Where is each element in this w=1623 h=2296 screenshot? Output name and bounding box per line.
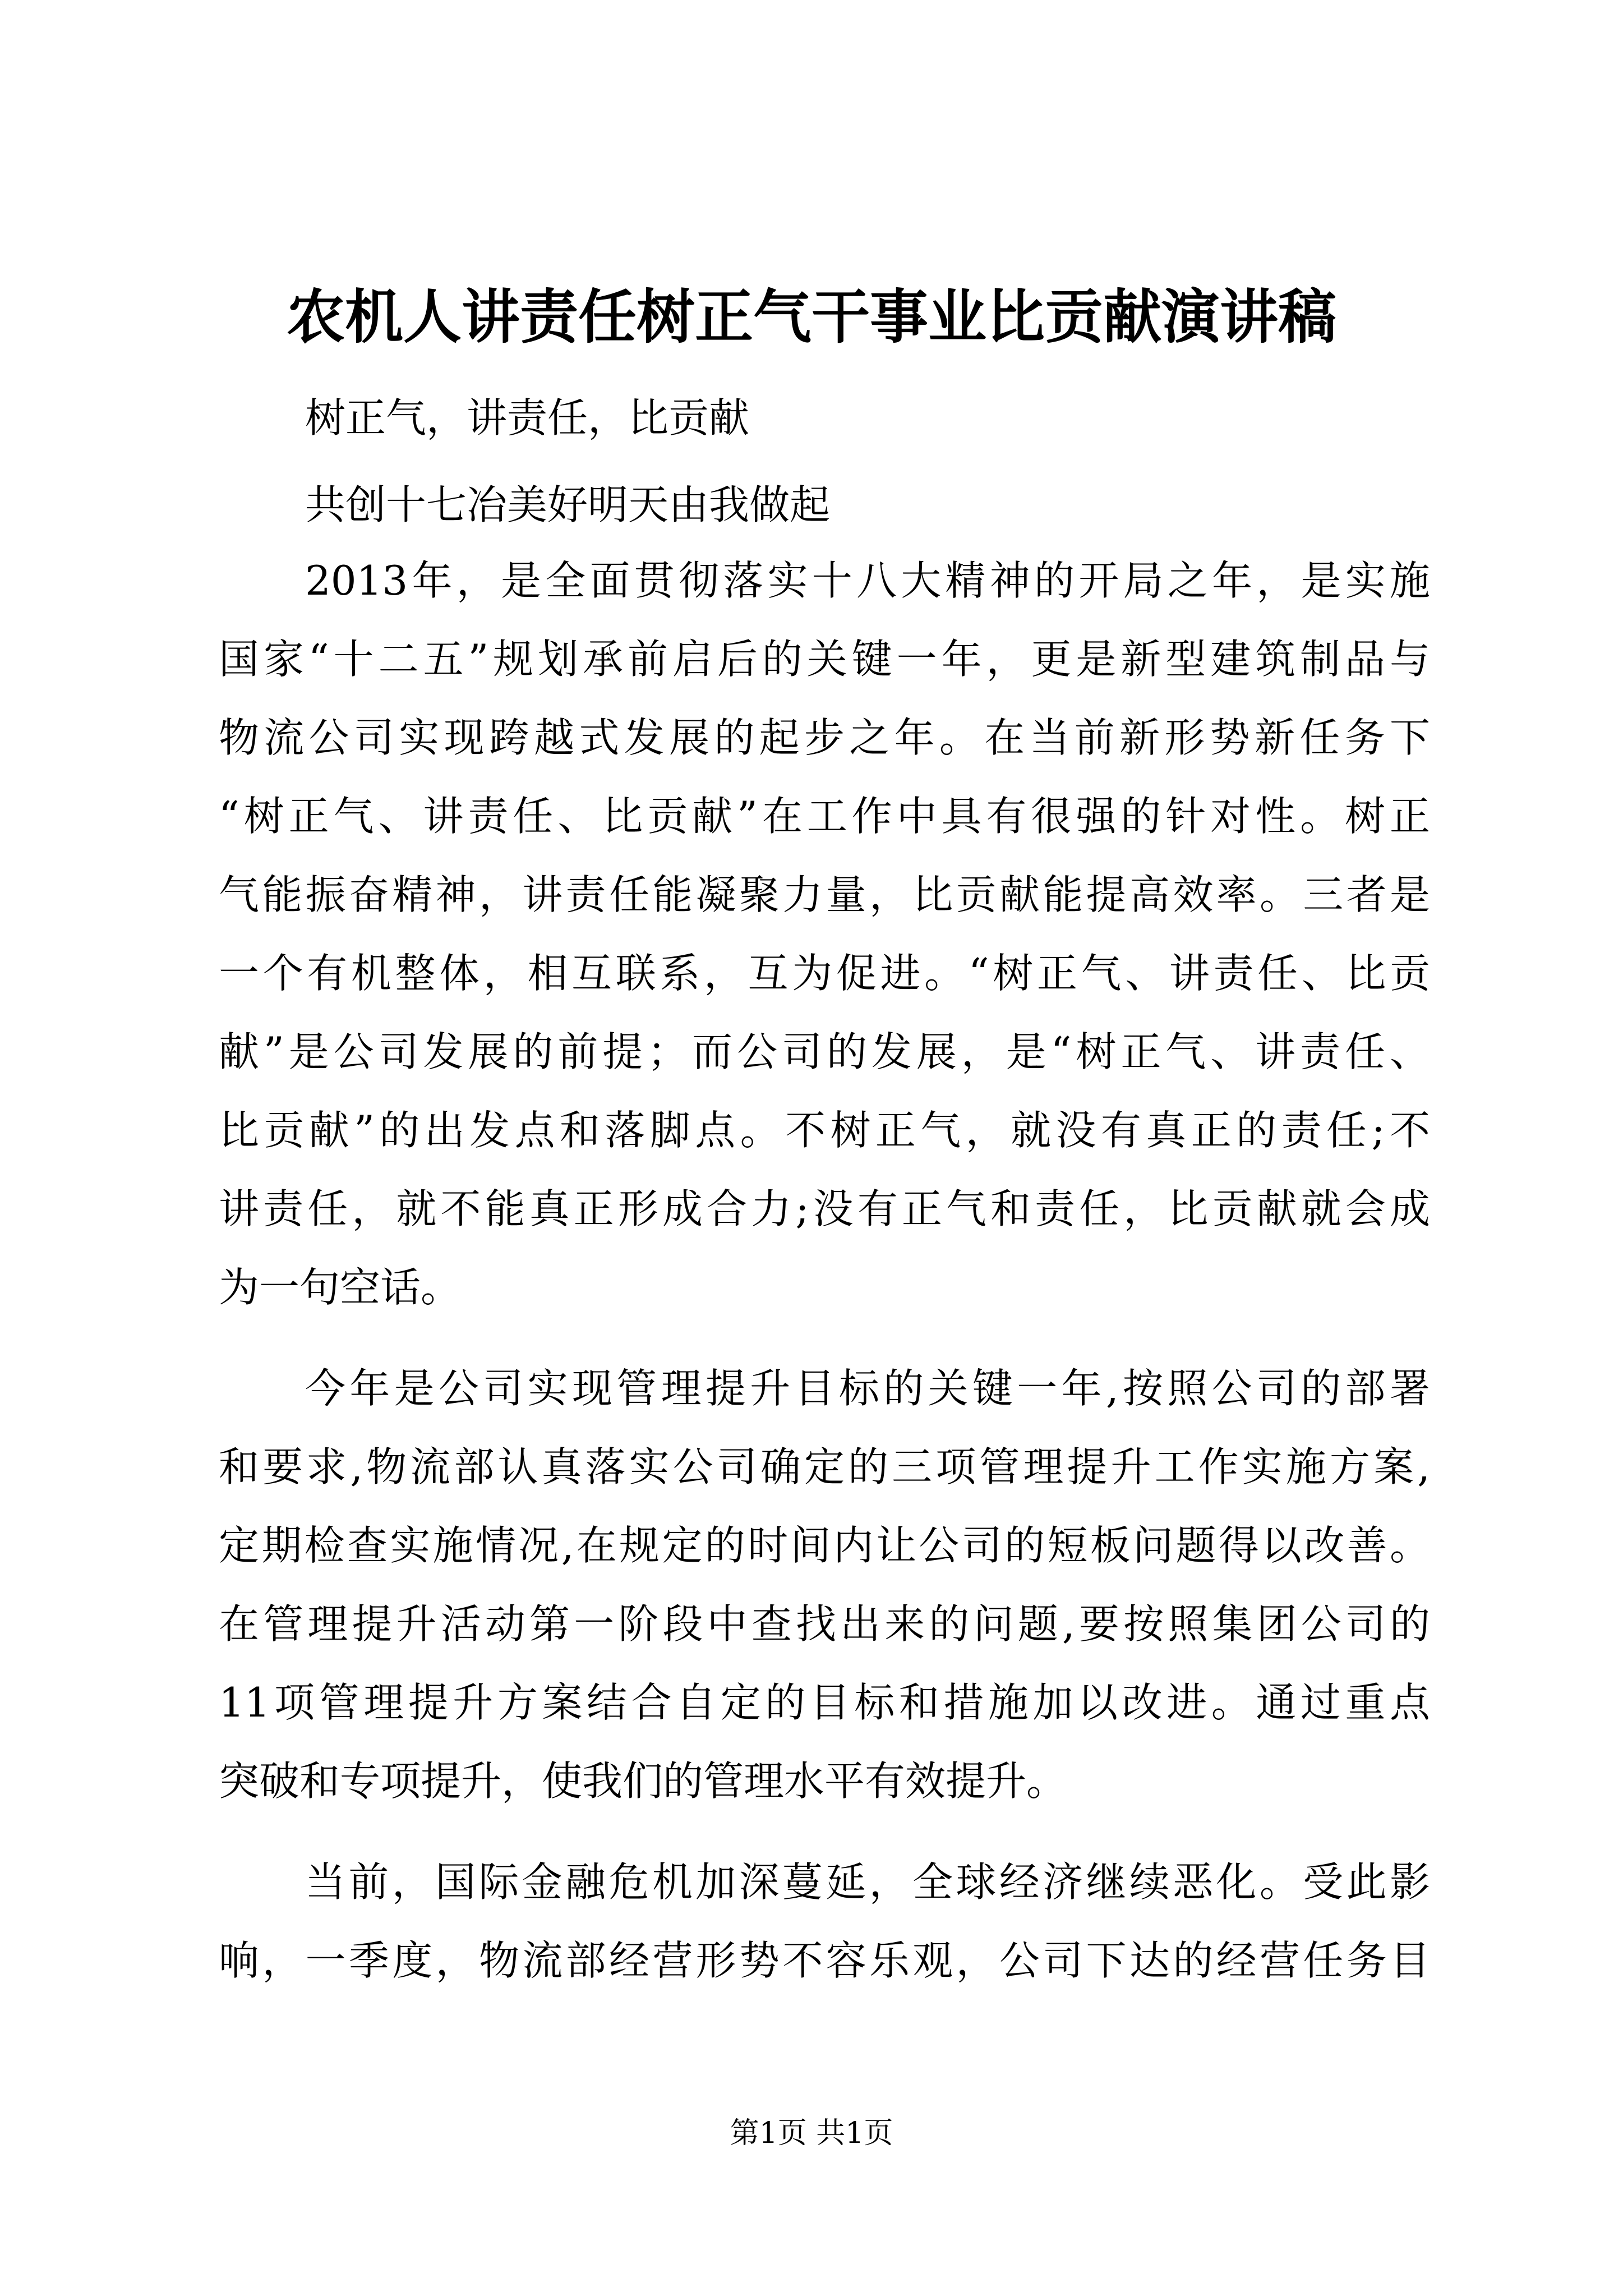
paragraph-2-line-1: 今年是公司实现管理提升目标的关键一年,按照公司的部署 <box>305 1365 1430 1412</box>
page-indicator: 第1页 共1页 <box>730 2116 893 2150</box>
paragraph-1-line-5: 气能振奋精神，讲责任能凝聚力量，比贡献能提高效率。三者是 <box>219 871 1430 918</box>
paragraph-2-line-2: 和要求,物流部认真落实公司确定的三项管理提升工作实施方案, <box>219 1443 1430 1490</box>
paragraph-1-line-2: 国家“十二五”规划承前启后的关键一年，更是新型建筑制品与 <box>219 636 1430 683</box>
paragraph-3-line-2: 响，一季度，物流部经营形势不容乐观，公司下达的经营任务目 <box>219 1937 1430 1984</box>
paragraph-1-line-10: 为一句空话。 <box>219 1264 462 1311</box>
document-title: 农机人讲责任树正气干事业比贡献演讲稿 <box>286 282 1336 351</box>
paragraph-2-line-3: 定期检查实施情况,在规定的时间内让公司的短板问题得以改善。 <box>219 1522 1430 1569</box>
paragraph-1-line-1: 2013年，是全面贯彻落实十八大精神的开局之年，是实施 <box>305 557 1430 604</box>
paragraph-3-line-1: 当前，国际金融危机加深蔓延，全球经济继续恶化。受此影 <box>305 1858 1430 1906</box>
paragraph-2-line-5: 11项管理提升方案结合自定的目标和措施加以改进。通过重点 <box>219 1679 1430 1726</box>
paragraph-2-line-4: 在管理提升活动第一阶段中查找出来的问题,要按照集团公司的 <box>219 1600 1430 1648</box>
subtitle-line-1: 树正气，讲责任，比贡献 <box>305 394 750 441</box>
subtitle-line-2: 共创十七冶美好明天由我做起 <box>305 481 831 528</box>
paragraph-2-line-6: 突破和专项提升，使我们的管理水平有效提升。 <box>219 1757 1067 1805</box>
paragraph-1-line-8: 比贡献”的出发点和落脚点。不树正气，就没有真正的责任;不 <box>219 1107 1430 1154</box>
paragraph-1-line-6: 一个有机整体，相互联系，互为促进。“树正气、讲责任、比贡 <box>219 950 1430 997</box>
paragraph-1-line-4: “树正气、讲责任、比贡献”在工作中具有很强的针对性。树正 <box>219 793 1430 840</box>
paragraph-1-line-3: 物流公司实现跨越式发展的起步之年。在当前新形势新任务下 <box>219 714 1430 761</box>
paragraph-1-line-7: 献”是公司发展的前提；而公司的发展，是“树正气、讲责任、 <box>219 1028 1430 1075</box>
paragraph-1-line-9: 讲责任，就不能真正形成合力;没有正气和责任，比贡献就会成 <box>219 1185 1430 1232</box>
